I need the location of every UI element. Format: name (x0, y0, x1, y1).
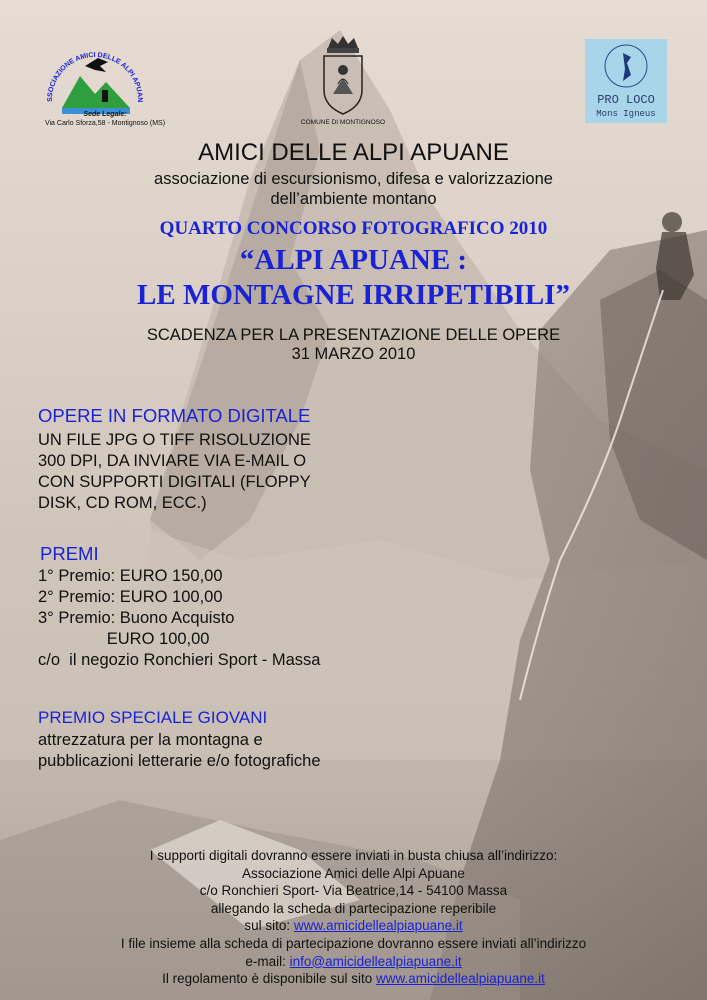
proloco-logo (585, 39, 667, 123)
contest-edition: QUARTO CONCORSO FOTOGRAFICO 2010 (159, 218, 548, 239)
crest-icon (318, 34, 368, 116)
instructions-line (0, 970, 707, 988)
description-line: 300 DPI, DA INVIARE VIA E-MAIL O (38, 452, 307, 470)
deadline-label: SCADENZA PER LA PRESENTAZIONE DELLE OPERE (146, 326, 561, 344)
description-line: UN FILE JPG O TIFF RISOLUZIONE (38, 431, 311, 449)
email-link[interactable]: info@amicidellealpiapuane.it (289, 953, 462, 969)
youth-prize-description (38, 730, 321, 772)
association-seat-label: Sede Legale: (83, 111, 127, 118)
prizes-list (38, 566, 320, 671)
website-link[interactable]: www.amicidellealpiapuane.it (293, 918, 463, 934)
instructions-line: I file insieme alla scheda di partecipazione dovranno essere inviati all’indirizzo (120, 935, 587, 951)
prizes-heading: PREMI (40, 543, 99, 564)
prize-line: 1° Premio: EURO 150,00 (38, 567, 223, 585)
prize-line: 3° Premio: Buono Acquisto (38, 609, 235, 627)
association-ring-text: SSOCIAZIONE AMICI DELLE ALPI APUAN (46, 51, 144, 103)
regulation-label: Il regolamento è disponibile sul sito (162, 971, 377, 987)
description-line: CON SUPPORTI DIGITALI (FLOPPY (38, 473, 311, 491)
site-label: sul sito: (244, 918, 294, 934)
association-title: AMICI DELLE ALPI APUANE (198, 139, 509, 166)
prize-line: EURO 100,00 (38, 630, 210, 648)
instructions-line: allegando la scheda di partecipazione reperibile (210, 900, 497, 916)
prize-line: 2° Premio: EURO 100,00 (38, 588, 223, 606)
proloco-name: PRO LOCO (597, 93, 655, 107)
instructions-line (0, 953, 707, 971)
regulation-website-link[interactable]: www.amicidellealpiapuane.it (376, 971, 545, 987)
digital-works-heading: OPERE IN FORMATO DIGITALE (38, 405, 311, 426)
comune-caption: COMUNE DI MONTIGNOSO (300, 119, 386, 126)
proloco-emblem-icon (601, 41, 651, 91)
association-address: Via Carlo Sforza,58 - Montignoso (MS) (44, 120, 166, 127)
prize-line: c/o il negozio Ronchieri Sport - Massa (38, 651, 321, 669)
instructions-line: I supporti digitali dovranno essere inviati in busta chiusa all’indirizzo: (149, 848, 558, 863)
comune-crest (318, 34, 368, 116)
association-subtitle-line2: dell’ambiente montano (270, 190, 437, 208)
youth-prize-heading: PREMIO SPECIALE GIOVANI (38, 708, 268, 727)
youth-prize-line: pubblicazioni letterarie e/o fotografiche (38, 752, 321, 770)
email-label: e-mail: (245, 953, 290, 969)
proloco-motto: Mons Igneus (596, 109, 656, 119)
digital-works-description (38, 430, 311, 514)
instructions-line (0, 917, 707, 935)
instructions-line: Associazione Amici delle Alpi Apuane (242, 865, 465, 881)
association-subtitle-line1: associazione di escursionismo, difesa e valorizzazione (154, 170, 553, 188)
submission-instructions (0, 847, 707, 988)
instructions-line: c/o Ronchieri Sport- Via Beatrice,14 - 54100 Massa (199, 883, 508, 899)
contest-theme-line2: LE MONTAGNE IRRIPETIBILI” (137, 279, 570, 311)
association-logo (40, 36, 150, 116)
description-line: DISK, CD ROM, ECC.) (38, 494, 207, 512)
deadline-date: 31 MARZO 2010 (291, 345, 416, 363)
youth-prize-line: attrezzatura per la montagna e (38, 731, 263, 749)
contest-theme-line1: “ALPI APUANE : (239, 244, 468, 276)
association-emblem-icon (40, 36, 150, 116)
